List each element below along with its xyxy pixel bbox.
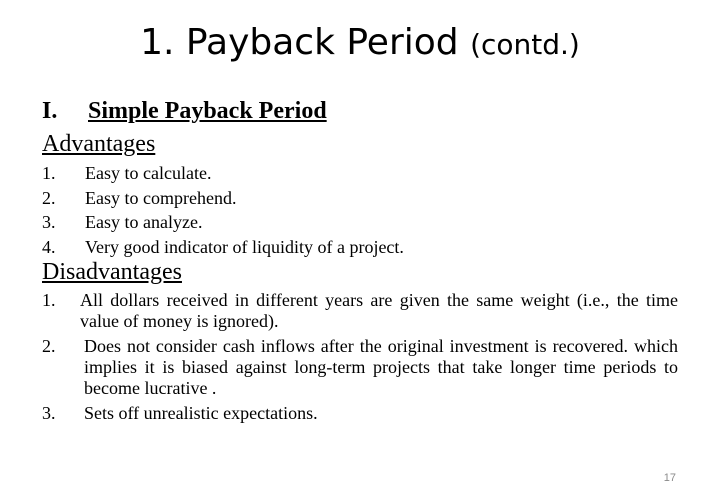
item-text: All dollars received in different years are given the same weight (i.e., the time value of money is ignored). [80,290,678,331]
item-number: 1. [42,163,56,183]
item-text: Easy to analyze. [85,212,203,232]
disadvantages-heading: Disadvantages [42,259,182,285]
item-number: 2. [42,336,56,356]
item-number: 4. [42,236,56,257]
advantages-list [42,161,682,259]
advantage-item [42,161,682,186]
item-text: Easy to comprehend. [85,187,237,208]
page-number: 17 [663,472,676,484]
item-text: Sets off unrealistic expectations. [84,403,318,423]
item-number: 2. [42,187,56,208]
slide-title-suffix: (contd.) [470,28,580,61]
advantage-item [42,210,682,235]
disadvantage-item [42,403,678,424]
advantages-heading: Advantages [42,131,156,157]
item-text: Does not consider cash inflows after the original investment is recovered. which implies it is biased against long-term projects that take longer time periods to become lucrative . [84,336,678,398]
item-number: 3. [42,212,56,232]
item-number: 3. [42,403,56,423]
slide-title [0,18,720,70]
section-label: Simple Payback Period [88,98,327,124]
item-text: Easy to calculate. [85,163,212,183]
item-text: Very good indicator of liquidity of a project. [85,236,404,257]
section-number: I. [42,98,58,124]
advantage-item [42,235,682,260]
disadvantage-item [42,290,678,332]
section-heading [42,96,327,126]
item-number: 1. [42,290,56,310]
advantage-item [42,186,682,211]
disadvantage-item [42,336,678,399]
slide-title-main: 1. Payback Period [140,22,459,63]
disadvantages-list [42,290,678,428]
